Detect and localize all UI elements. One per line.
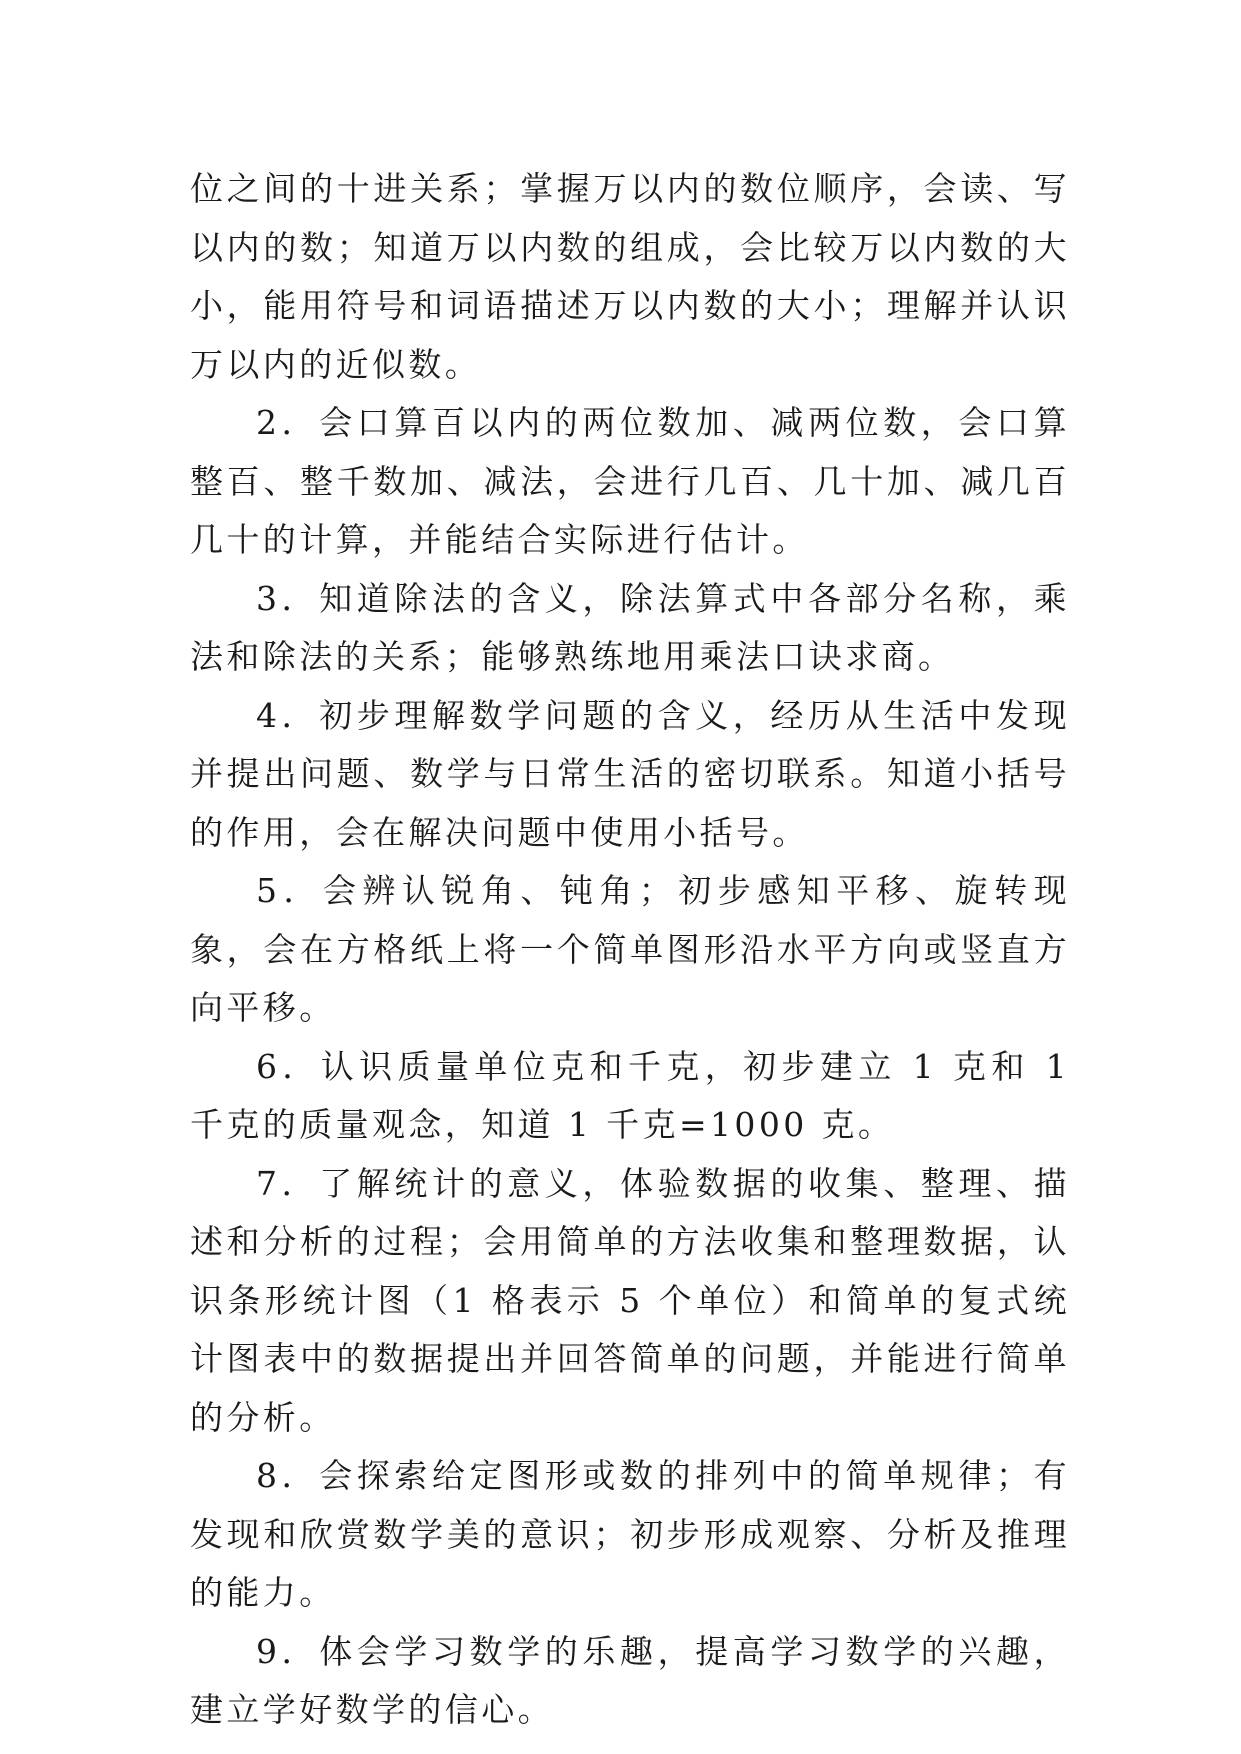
paragraph-continuation: 位之间的十进关系；掌握万以内的数位顺序，会读、写以内的数；知道万以内数的组成，会比较万以内数的大小，能用符号和词语描述万以内数的大小；理解并认识万以内的近似数。 [190, 169, 1070, 384]
paragraph-item-8: 8．会探索给定图形或数的排列中的简单规律；有发现和欣赏数学美的意识；初步形成观察、分析及推理的能力。 [190, 1456, 1070, 1612]
paragraph-item-3: 3．知道除法的含义，除法算式中各部分名称，乘法和除法的关系；能够熟练地用乘法口诀求商。 [190, 578, 1070, 676]
paragraph-item-6: 6．认识质量单位克和千克，初步建立 1 克和 1 千克的质量观念，知道 1 千克=1000 克。 [190, 1046, 1070, 1144]
paragraph-item-2: 2．会口算百以内的两位数加、减两位数，会口算整百、整千数加、减法，会进行几百、几十加、减几百几十的计算，并能结合实际进行估计。 [190, 403, 1070, 559]
document-body [190, 160, 1070, 1740]
paragraph-item-5: 5．会辨认锐角、钝角；初步感知平移、旋转现象，会在方格纸上将一个简单图形沿水平方向或竖直方向平移。 [190, 871, 1070, 1027]
paragraph-item-7: 7．了解统计的意义，体验数据的收集、整理、描述和分析的过程；会用简单的方法收集和整理数据，认识条形统计图（1 格表示 5 个单位）和简单的复式统计图表中的数据提出并回答简单的问题，并能进行简单的分析。 [190, 1163, 1070, 1437]
paragraph-item-9: 9．体会学习数学的乐趣，提高学习数学的兴趣，建立学好数学的信心。 [190, 1631, 1070, 1729]
paragraph-item-4: 4．初步理解数学问题的含义，经历从生活中发现并提出问题、数学与日常生活的密切联系。知道小括号的作用，会在解决问题中使用小括号。 [190, 695, 1070, 852]
